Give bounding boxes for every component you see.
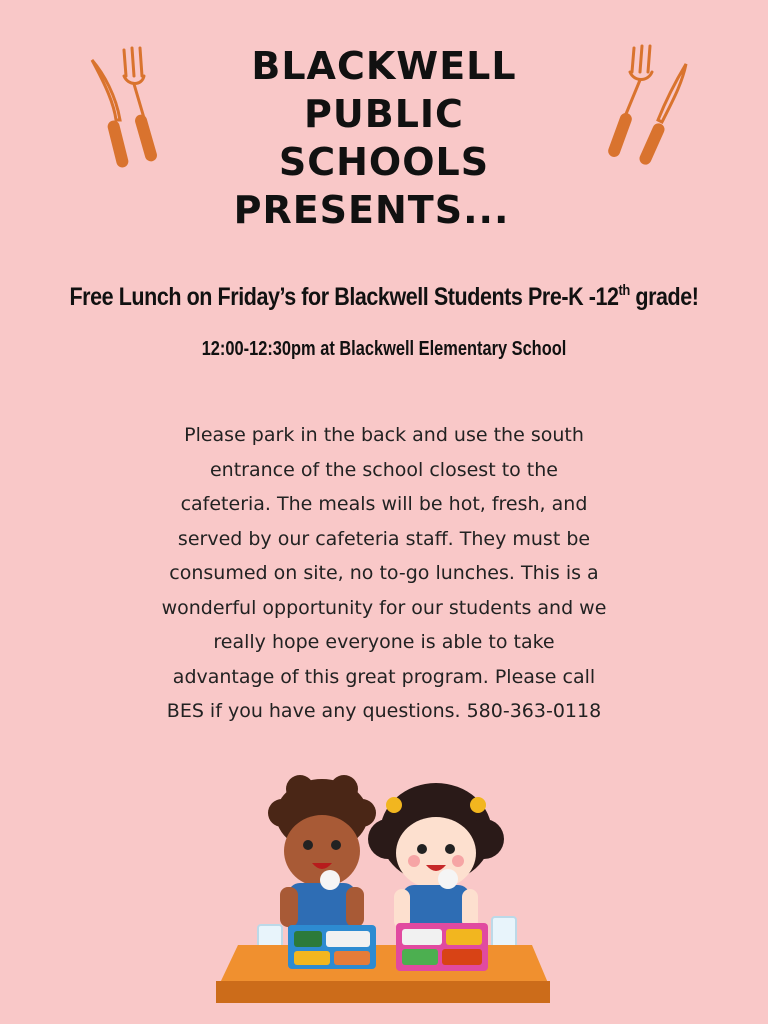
title-line: BLACKWELL	[251, 44, 517, 88]
boy-figure	[268, 775, 376, 943]
body-line: BES if you have any questions. 580-363-0118	[166, 700, 602, 722]
title-line: PUBLIC	[304, 92, 464, 136]
page-title	[0, 42, 768, 234]
body-line: wonderful opportunity for our students and we	[161, 596, 607, 619]
body-line: entrance of the school closest to the	[209, 458, 558, 481]
title-line: SCHOOLS	[278, 140, 490, 184]
body-line: consumed on site, no to-go lunches. This is a	[169, 562, 599, 584]
body-line: Please park in the back and use the south	[184, 424, 584, 446]
body-line: cafeteria. The meals will be hot, fresh, and	[180, 493, 588, 515]
body-paragraph	[124, 418, 644, 729]
headline-suffix: grade!	[629, 283, 699, 311]
body-line: advantage of this great program. Please call	[172, 665, 596, 688]
schedule-text: 12:00-12:30pm at Blackwell Elementary School	[201, 338, 567, 360]
body-line: really hope everyone is able to take	[213, 631, 555, 653]
headline	[54, 282, 714, 312]
headline-superscript: th	[618, 282, 630, 299]
headline-main: Free Lunch on Friday’s for Blackwell Students Pre-K -12	[69, 283, 619, 311]
title-line: PRESENTS...	[233, 188, 510, 232]
children-lunch-illustration	[210, 775, 555, 1010]
body-line: served by our cafeteria staff. They must be	[177, 527, 591, 550]
girl-figure	[368, 783, 504, 943]
